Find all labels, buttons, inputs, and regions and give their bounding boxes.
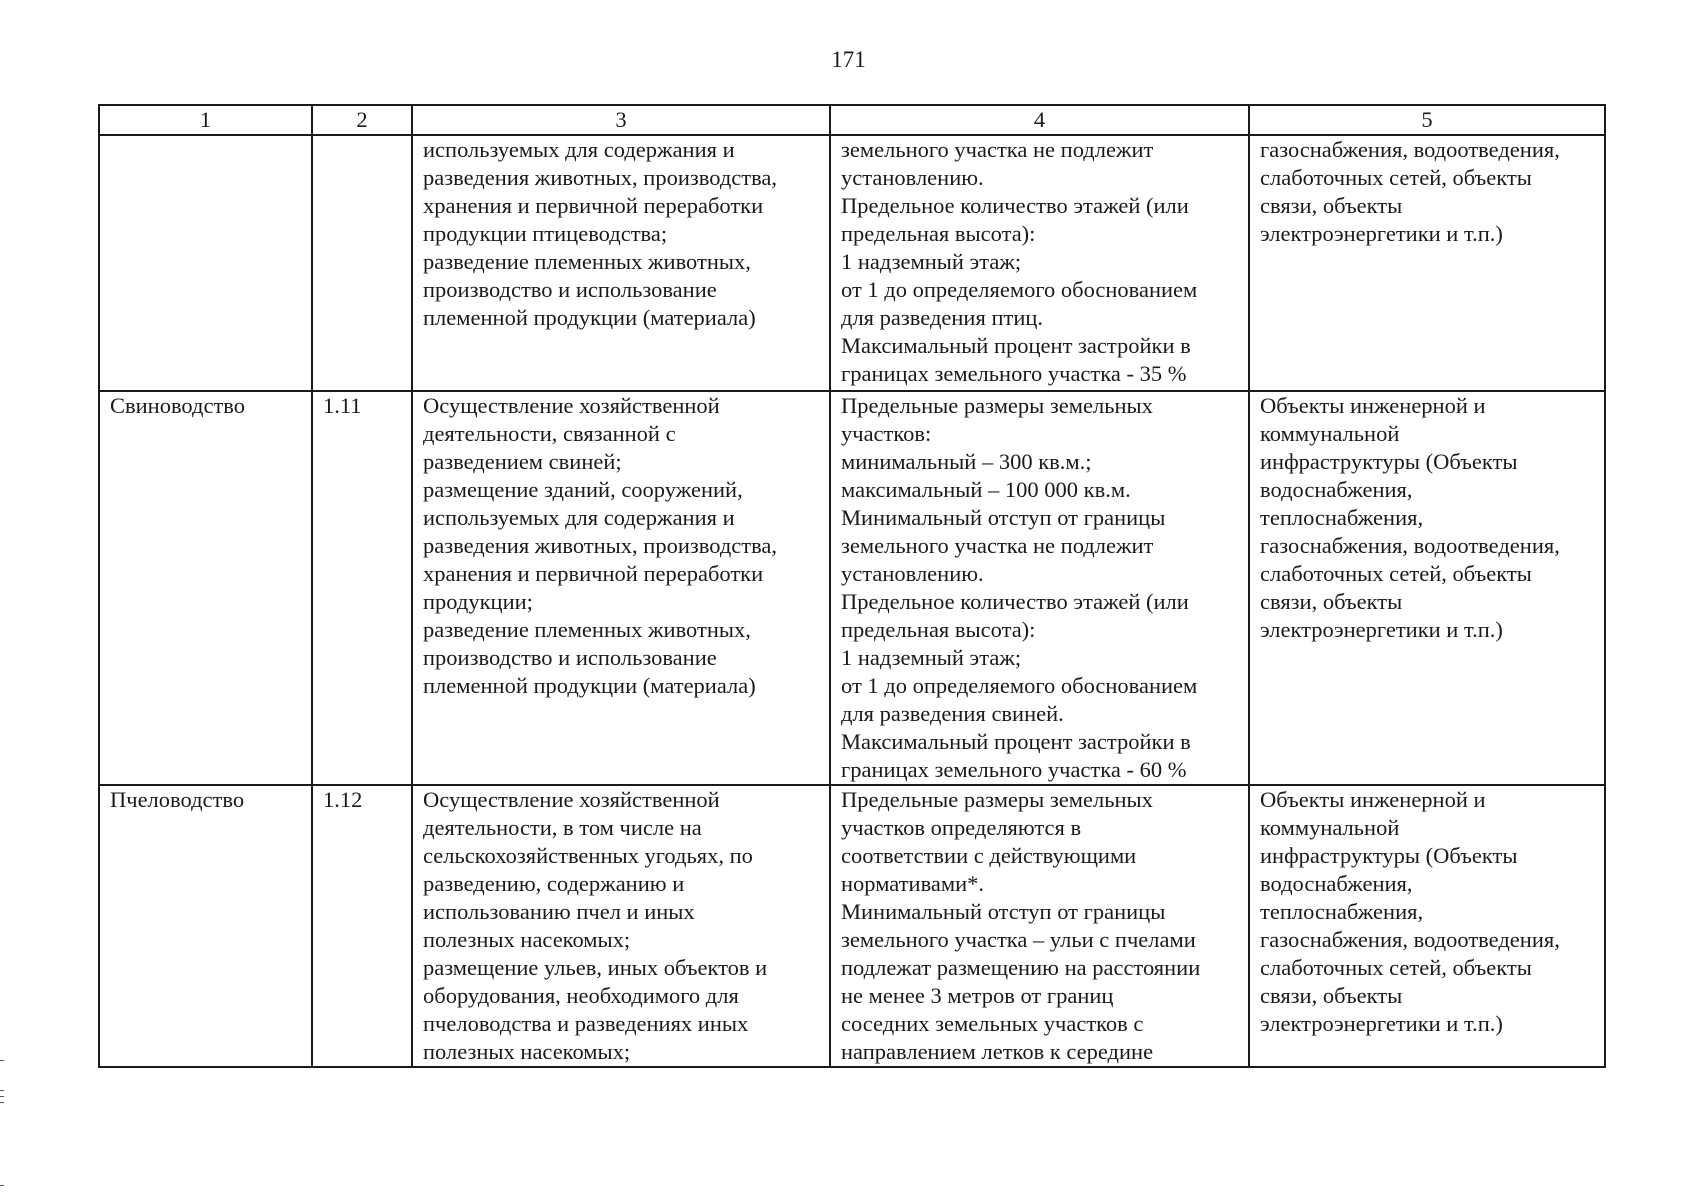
cell-use-code: 1.12 (312, 785, 412, 1067)
cell-parameters: Предельные размеры земельных участков определяются в соответствии с действующими нормативами*. Минимальный отступ от границы земельного участка – ульи с пчелами подлежат размещению на расстоянии не менее 3 метров от границ соседних земельных участков с направлением летков к середине (830, 785, 1249, 1067)
cell-use-name: Пчеловодство (99, 785, 312, 1067)
column-header: 3 (412, 105, 830, 135)
cell-auxiliary-uses: Объекты инженерной и коммунальной инфраструктуры (Объекты водоснабжения, теплоснабжения, газоснабжения, водоотведения, слаботочных сетей, объекты связи, объекты электроэнергетики и т.п.) (1249, 391, 1605, 785)
cell-use-code: 1.11 (312, 391, 412, 785)
cell-parameters: Предельные размеры земельных участков: минимальный – 300 кв.м.; максимальный – 100 000 кв.м. Минимальный отступ от границы земельного участка не подлежит установлению. Предельное количество этажей (или предельная высота): 1 надземный этаж; от 1 до определяемого обоснованием для разведения свиней. Максимальный процент застройки в границах земельного участка - 60 % (830, 391, 1249, 785)
regulations-table (98, 104, 1606, 1068)
cell-use-name (99, 135, 312, 391)
table-row (99, 391, 1605, 785)
cell-use-description: Осуществление хозяйственной деятельности, связанной с разведением свиней; размещение зданий, сооружений, используемых для содержания и разведения животных, производства, хранения и первичной переработки продукции; разведение племенных животных, производство и использование племенной продукции (материала) (412, 391, 830, 785)
cell-use-code (312, 135, 412, 391)
scan-margin-mark (0, 1090, 4, 1091)
column-header: 4 (830, 105, 1249, 135)
cell-use-description: используемых для содержания и разведения животных, производства, хранения и первичной переработки продукции птицеводства; разведение племенных животных, производство и использование племенной продукции (материала) (412, 135, 830, 391)
page-number: 171 (831, 47, 866, 72)
column-header: 1 (99, 105, 312, 135)
cell-auxiliary-uses: газоснабжения, водоотведения, слаботочных сетей, объекты связи, объекты электроэнергетики и т.п.) (1249, 135, 1605, 391)
scan-margin-mark (0, 1185, 4, 1186)
cell-use-description: Осуществление хозяйственной деятельности, в том числе на сельскохозяйственных угодьях, по разведению, содержанию и использованию пчел и иных полезных насекомых; размещение ульев, иных объектов и оборудования, необходимого для пчеловодства и разведениях иных полезных насекомых; (412, 785, 830, 1067)
cell-auxiliary-uses: Объекты инженерной и коммунальной инфраструктуры (Объекты водоснабжения, теплоснабжения, газоснабжения, водоотведения, слаботочных сетей, объекты связи, объекты электроэнергетики и т.п.) (1249, 785, 1605, 1067)
table-header-row (99, 105, 1605, 135)
column-header: 5 (1249, 105, 1605, 135)
scan-margin-mark (0, 1102, 4, 1103)
column-header: 2 (312, 105, 412, 135)
table-row (99, 135, 1605, 391)
cell-use-name: Свиноводство (99, 391, 312, 785)
table-row (99, 785, 1605, 1067)
cell-parameters: земельного участка не подлежит установлению. Предельное количество этажей (или предельная высота): 1 надземный этаж; от 1 до определяемого обоснованием для разведения птиц. Максимальный процент застройки в границах земельного участка - 35 % (830, 135, 1249, 391)
scan-margin-mark (0, 1060, 4, 1061)
scan-margin-mark (0, 1096, 4, 1097)
